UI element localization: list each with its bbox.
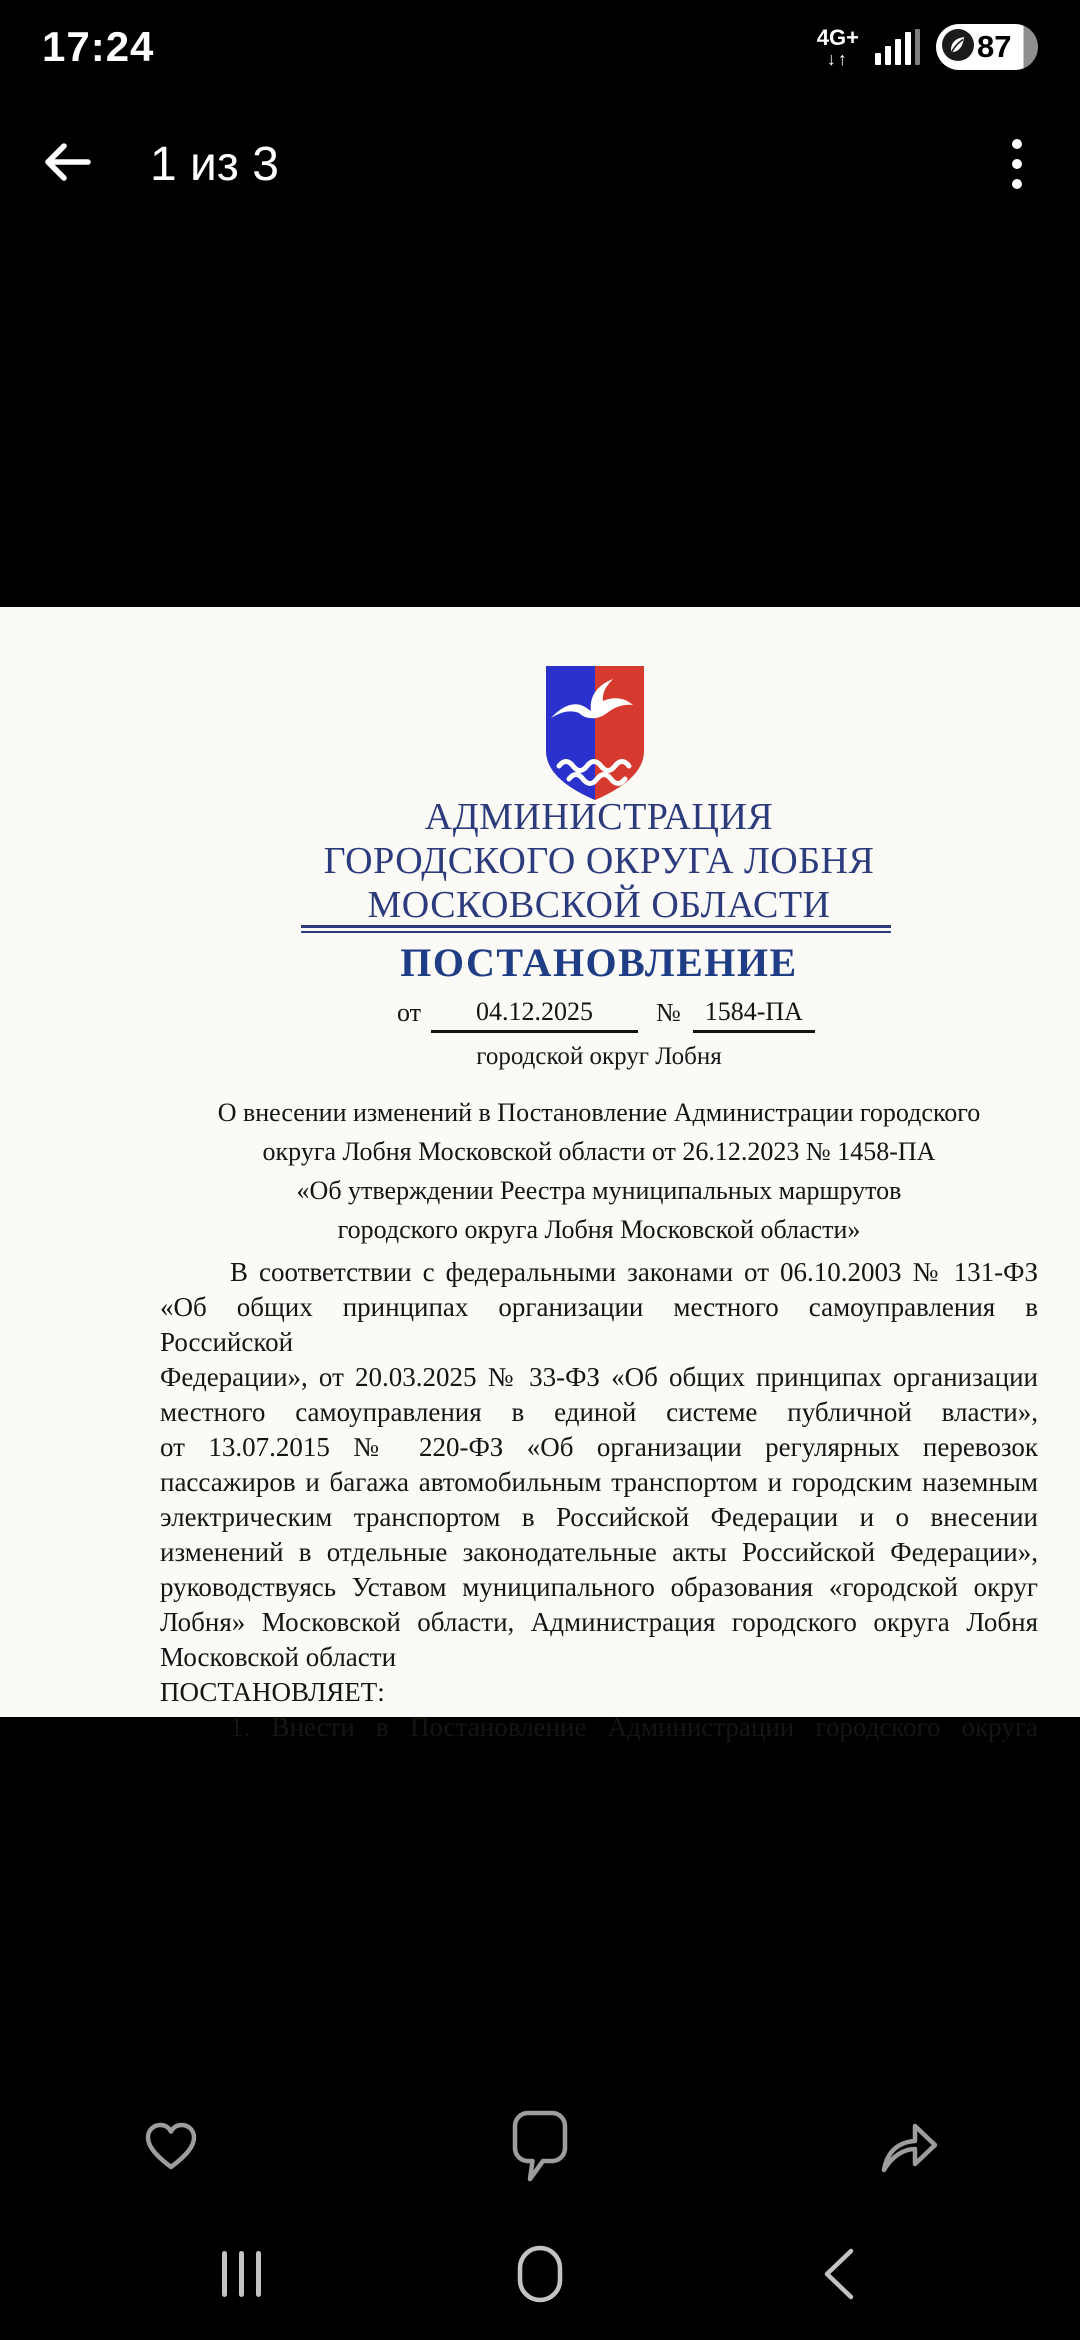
network-arrows-icon: ↓↑ — [826, 48, 849, 69]
body-paragraph — [160, 1255, 1038, 1745]
subject-line: округа Лобня Московской области от 26.12.2023 № 1458-ПА — [262, 1137, 936, 1166]
date-prefix-label: от — [397, 998, 422, 1027]
number-sign: № — [656, 998, 681, 1027]
home-button[interactable] — [510, 2242, 570, 2310]
org-name — [160, 795, 1038, 927]
doc-type-heading: ПОСТАНОВЛЕНИЕ — [400, 940, 798, 985]
status-icons — [817, 24, 1038, 70]
body-line: руководствуясь Уставом муниципального образования «городской округ — [160, 1572, 1038, 1602]
back-arrow-icon — [42, 141, 92, 188]
date-value: 04.12.2025 — [431, 997, 638, 1033]
body-line: Лобня» Московской области, Администрация городского округа Лобня — [160, 1607, 1038, 1637]
power-saving-icon — [942, 29, 974, 66]
network-type-label: 4G+ — [816, 24, 859, 50]
heart-icon — [143, 2120, 199, 2177]
subject-line: «Об утверждении Реестра муниципальных маршрутов — [296, 1176, 902, 1205]
coat-of-arms — [539, 663, 651, 803]
clock: 17:24 — [42, 23, 155, 70]
subject — [160, 1093, 1038, 1249]
body-line: от 13.07.2015 № 220-ФЗ «Об организации регулярных перевозок — [160, 1432, 1038, 1462]
kebab-icon — [1012, 139, 1022, 149]
subject-line: городского округа Лобня Московской области» — [337, 1215, 861, 1244]
body-line: ПОСТАНОВЛЯЕТ: — [160, 1677, 385, 1707]
body-line: электрическим транспортом в Российской Федерации и о внесении — [160, 1502, 1038, 1532]
document-page[interactable] — [0, 607, 1080, 1742]
home-icon — [517, 2245, 563, 2308]
body-line: «Об общих принципах организации местного самоуправления в Российской — [160, 1292, 1038, 1357]
date-row — [160, 997, 1038, 1033]
body-line: местного самоуправления в единой системе публичной власти», — [160, 1397, 1038, 1427]
action-bar — [0, 2112, 1080, 2184]
body-line: изменений в отдельные законодательные акты Российской Федерации», — [160, 1537, 1038, 1567]
place-line: городской округ Лобня — [476, 1043, 722, 1070]
app-bar — [0, 126, 1080, 202]
body-line: Московской области — [160, 1642, 397, 1672]
status-bar — [0, 14, 1080, 80]
navigation-bar — [0, 2242, 1080, 2310]
recent-apps-icon — [220, 2249, 264, 2304]
comment-icon — [510, 2108, 570, 2189]
comment-button[interactable] — [512, 2112, 568, 2184]
body-line: В соответствии с федеральными законами от 06.10.2003 № 131-ФЗ — [230, 1257, 1038, 1287]
body-line: 1. Внести в Постановление Администрации городского округа — [230, 1712, 1038, 1742]
body-line: Федерации», от 20.03.2025 № 33-ФЗ «Об общих принципах организации — [160, 1362, 1038, 1392]
battery-indicator — [936, 24, 1038, 70]
page-counter: 1 из 3 — [150, 137, 279, 191]
share-button[interactable] — [881, 2112, 937, 2184]
network-indicator — [816, 24, 859, 69]
battery-percent: 87 — [977, 29, 1012, 64]
org-name-line: МОСКОВСКОЙ ОБЛАСТИ — [367, 884, 831, 926]
number-value: 1584-ПА — [693, 997, 815, 1033]
subject-line: О внесении изменений в Постановление Администрации городского — [217, 1098, 981, 1127]
header-rule — [301, 925, 891, 933]
body-line: пассажиров и багажа автомобильным транспортом и городским наземным — [160, 1467, 1038, 1497]
back-button[interactable] — [34, 131, 100, 197]
overflow-menu-button[interactable] — [988, 131, 1046, 197]
share-icon — [878, 2118, 940, 2179]
like-button[interactable] — [143, 2112, 199, 2184]
back-nav-button[interactable] — [808, 2242, 868, 2310]
org-name-line: ГОРОДСКОГО ОКРУГА ЛОБНЯ — [323, 840, 875, 882]
back-chevron-icon — [821, 2247, 855, 2306]
signal-strength-icon — [875, 29, 920, 65]
org-name-line: АДМИНИСТРАЦИЯ — [424, 796, 774, 838]
recents-button[interactable] — [212, 2242, 272, 2310]
